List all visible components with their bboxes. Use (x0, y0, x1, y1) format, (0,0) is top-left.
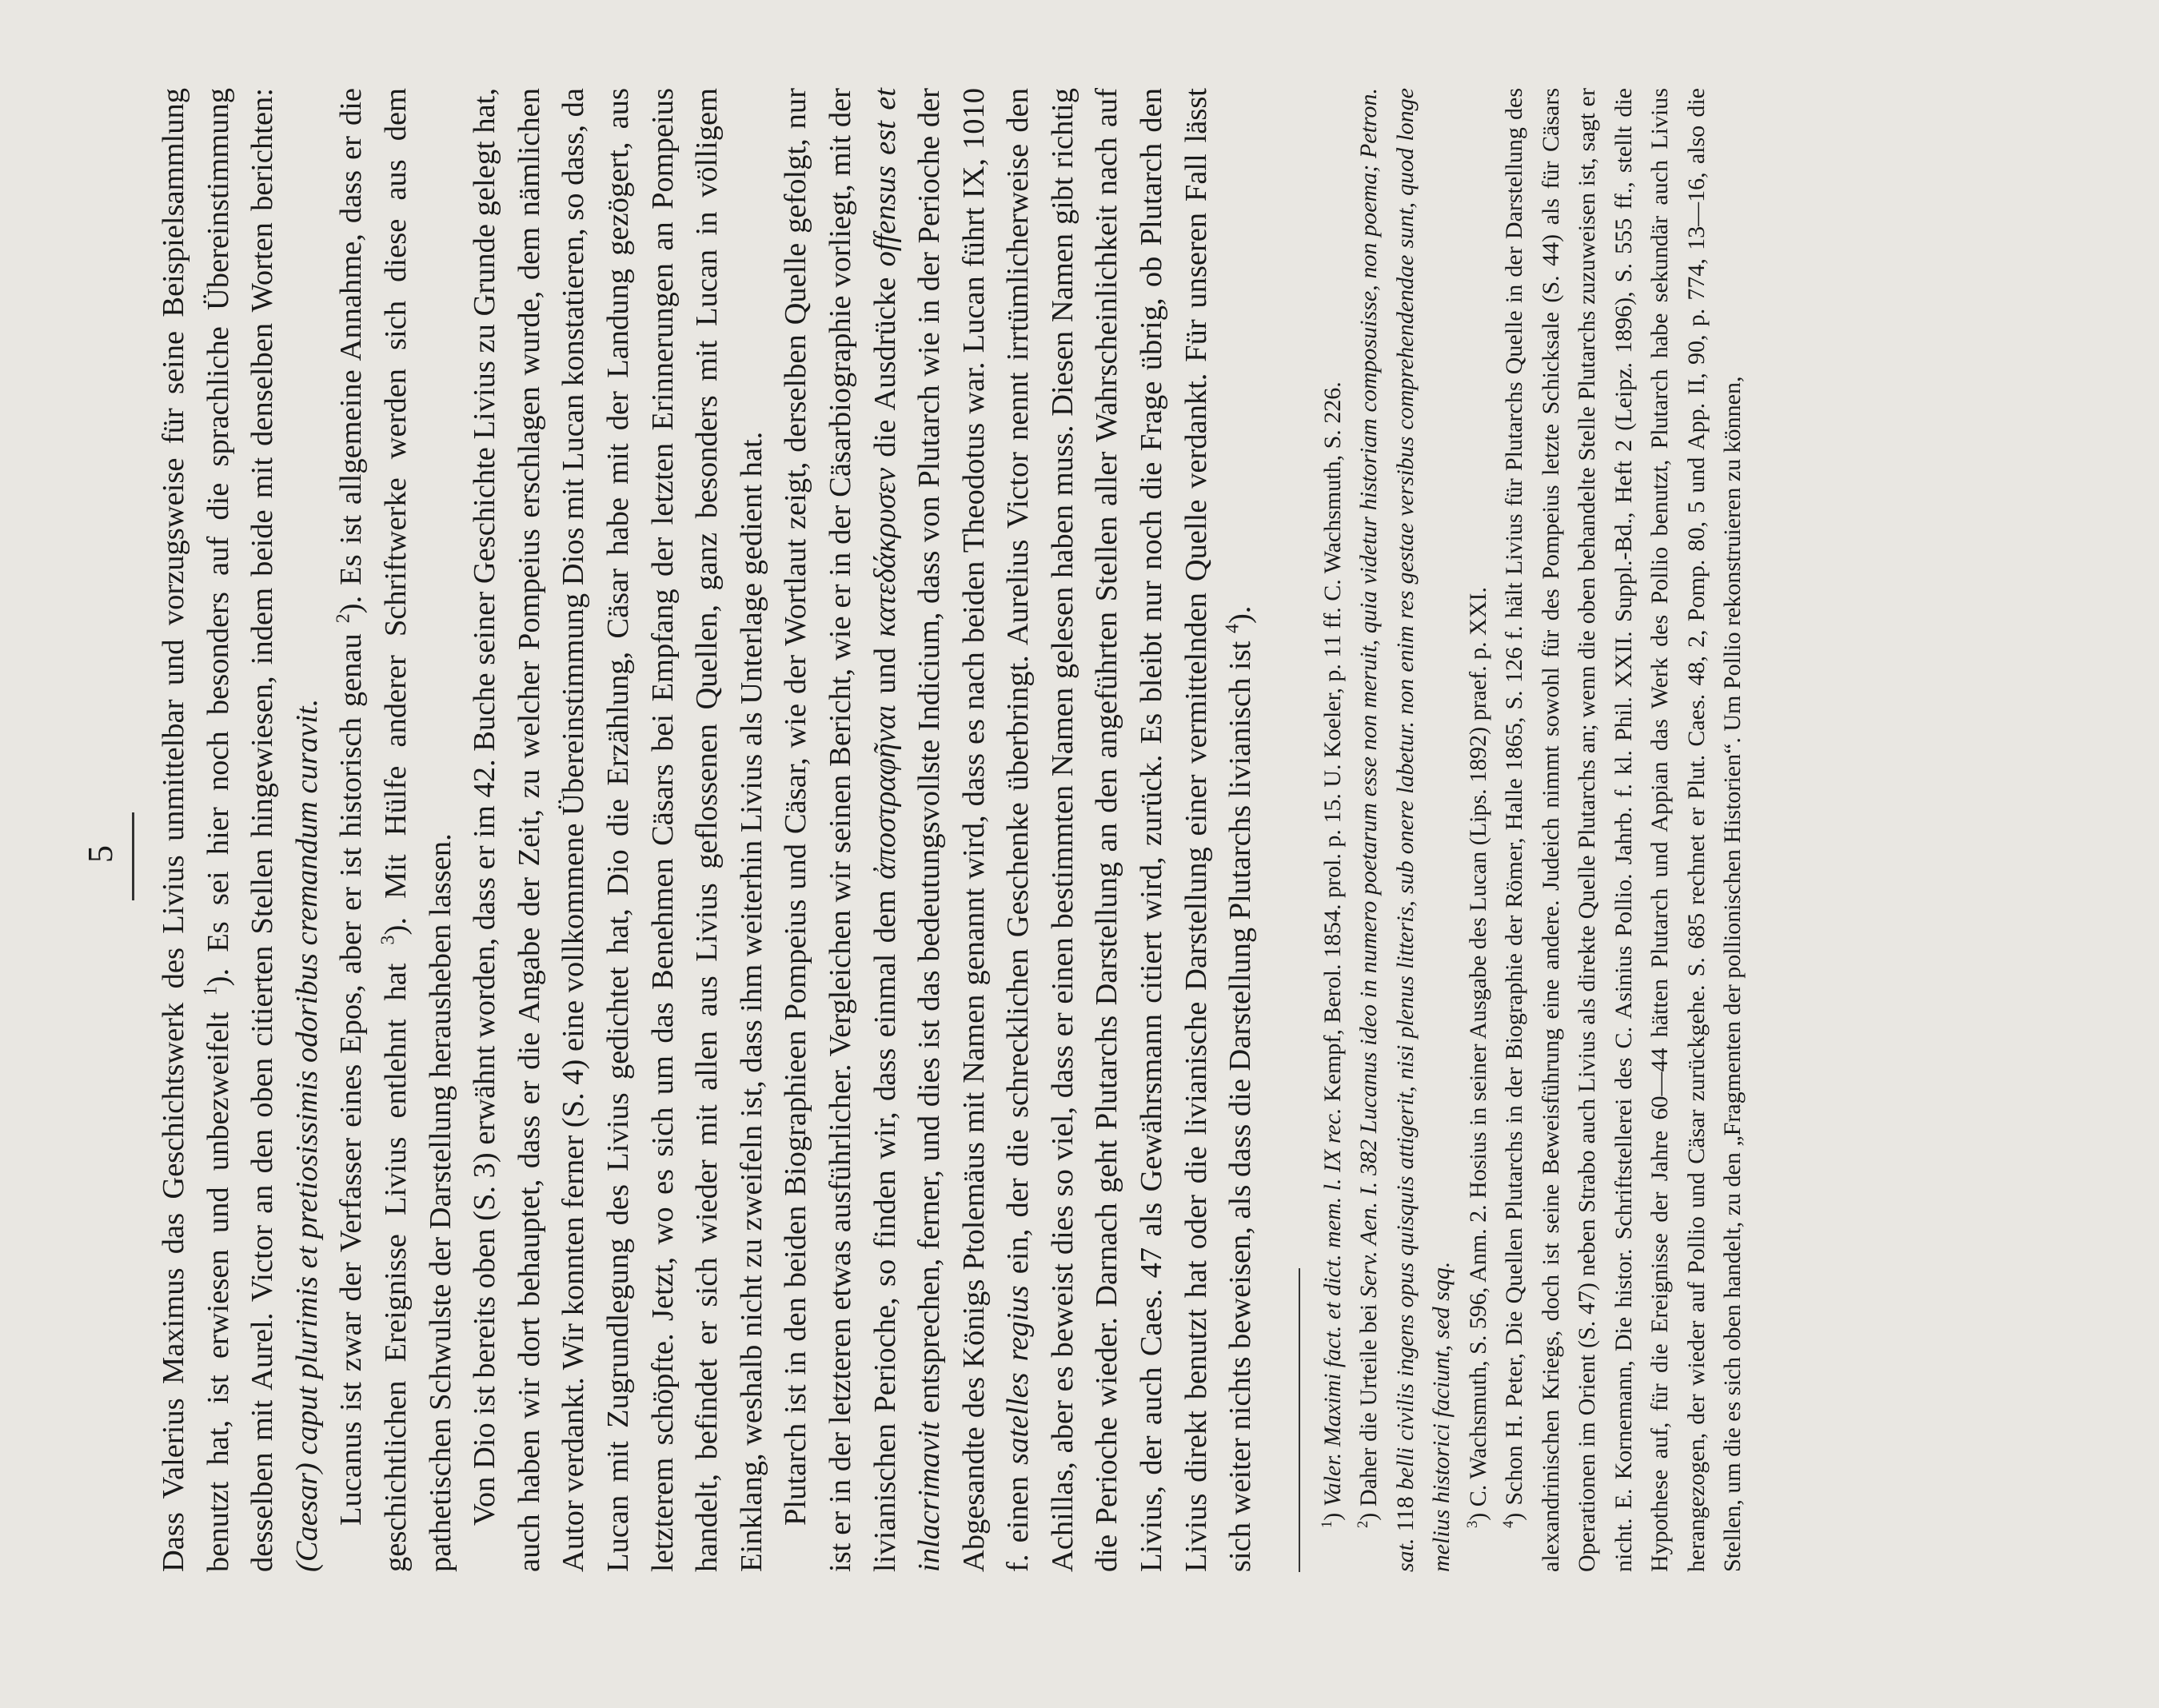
footnote (1351, 88, 1460, 1572)
footnote-list (1315, 88, 1751, 1572)
italic-text: belli civilis ingens opus quisquis attigerit, nisi plenus litteris, sub onere labetur. non enim res gestae versibus comprehendendae sunt, quod longe melius historici faciunt, sed sqq. (1391, 88, 1455, 1572)
text-run: ) Daher die Urteile bei (1355, 1297, 1383, 1521)
footnote-ref: 4 (1222, 624, 1243, 633)
text-run: ). Mit Hülfe anderer Schriftwerke werden sich diese aus dem pathetischen Schwulste der Darstellung herausheben lassen. (378, 88, 457, 1572)
italic-text: offensus est et inlacrimavit (868, 87, 947, 1572)
footnote-ref: 1 (200, 986, 221, 996)
text-run: ) Schon H. Peter, Die Quellen Plutarchs in der Biographie der Römer, Halle 1865, S. 126 f. hält Livius für Plutarchs Quelle in der Darstellung des alexandrinischen Kriegs, doch ist seine Beweisführung eine andere. Judeich nimmt sowohl für des Pompeius letzte Schicksale (S. 44) als für Cäsars Operationen im Orient (S. 47) neben Strabo auch Livius als direkte Quelle Plutarchs an; wenn die oben behandelte Stelle Plutarchs zuzuweisen ist, sagt er nicht. E. Kornemann, Die histor. Schriftstellerei des C. Asinius Pollio. Jahrb. f. kl. Phil. XXII. Suppl.-Bd., Heft 2 (Leipz. 1896), S. 555 ff., stellt die Hypothese auf, für die Ereignisse der Jahre 60—44 hätten Plutarch und Appian das Werk des Pollio benutzt, Plutarch habe sekundär auch Livius herangezogen, der wieder auf Pollio und Cäsar zurückgehe. S. 685 rechnet er Plut. Caes. 48, 2, Pomp. 80, 5 und App. II, 90, p. 774, 13—16, also die Stellen, um die es sich oben handelt, zu den „Fragmenten der pollionischen Historien“. Um Pollio rekonstruieren zu können, (1501, 88, 1746, 1572)
footnote (1315, 88, 1351, 1572)
italic-text: κατεδάκρυσεν (868, 468, 902, 637)
text-run: ein, der die schrecklichen Geschenke überbringt. Aurelius Victor nennt irrtümlicherweise den Achillas, aber es beweist dies so viel, dass er einen bestimmten Namen gelesen haben muss. Diesen Namen gibt richtig die Perioche wieder. Darnach geht Plutarchs Darstellung an den angeführten Stellen aller Wahrscheinlichkeit nach auf Livius, der auch Caes. 47 als Gewährsmann citiert wird, zurück. Es bleibt nur noch die Frage übrig, ob Plutarch den Livius direkt benutzt hat oder die livianische Darstellung einer vermittelnden Quelle verdankt. Für unseren Fall lässt sich weiter nichts beweisen, als dass die Darstellung Plutarchs livianisch ist (1001, 88, 1258, 1572)
footnote-ref: 1 (1318, 1520, 1335, 1528)
text-run: Dass Valerius Maximus das Geschichtswerk des Livius unmittelbar und vorzugsweise für seine Beispielsammlung benutzt hat, ist erwiesen und unbezweifelt (157, 88, 235, 1572)
page-number: 5 (81, 845, 120, 863)
paragraph (774, 88, 1263, 1572)
footnote-ref: 4 (1500, 1520, 1518, 1528)
italic-text: (Caesar) caput plurimis et pretiosissimis odoribus cremandum curavit. (289, 698, 324, 1572)
text-run: 118 (1391, 1490, 1419, 1538)
footnote (1496, 88, 1751, 1572)
italic-text: Valer. Maximi fact. et dict. mem. l. IX rec. (1319, 1107, 1346, 1507)
text-run: ) C. Wachsmuth, S. 596, Anm. 2. Hosius in seiner Ausgabe des Lucan (Lips. 1892) praef. p. XXI. (1464, 587, 1491, 1521)
italic-text: satelles regius (1001, 1285, 1036, 1465)
text-run: Von Dio ist bereits oben (S. 3) erwähnt worden, dass er im 42. Buche seiner Geschichte Livius zu Grunde gelegt hat, auch haben wir dort behauptet, dass er die Angabe der Zeit, zu welcher Pompeius erschlagen wurde, dem nämlichen Autor verdankt. Wir konnten ferner (S. 4) eine vollkommene Übereinstimmung Dios mit Lucan konstatieren, so dass, da Lucan mit Zugrundlegung des Livius gedichtet hat, Dio die Erzählung, Cäsar habe mit der Landung gezögert, aus letzterem schöpfte. Jetzt, wo es sich um das Benehmen Cäsars bei Empfang der letzten Erinnerungen an Pompeius handelt, befindet er sich wieder mit allen aus Livius geflossenen Quellen, ganz besonders mit Lucan in völligem Einklang, weshalb nicht zu zweifeln ist, dass ihm weiterhin Livius als Unterlage gedient hat. (468, 87, 768, 1572)
italic-text: ἀποστραφῆναι (868, 704, 902, 880)
paragraph (329, 88, 463, 1572)
paragraph-list (152, 88, 1263, 1572)
text-run: Plutarch ist in den beiden Biographieen Pompeius und Cäsar, wie der Wortlaut zeigt, derselben Quelle gefolgt, nur ist er in der letzteren etwas ausführlicher. Vergleichen wir seinen Bericht, wie er in der Cäsarbiographie vorliegt, mit der livianischen Perioche, so finden wir, dass einmal dem (779, 88, 902, 1572)
text-run: und (868, 637, 902, 705)
text-run: die Ausdrücke (868, 266, 902, 469)
text-run: Kempf, Berol. 1854. prol. p. 15. U. Koeler, p. 11 ff. C. Wachsmuth, S. 226. (1319, 381, 1346, 1108)
footnote-rule (1299, 1268, 1300, 1572)
paragraph (152, 88, 329, 1572)
footnote-ref: 3 (377, 935, 399, 945)
text-run: ). Es ist allgemeine Annahme, dass er die geschichtlichen Ereignisse Livius entlehnt hat (334, 88, 413, 1572)
footnote-ref: 2 (1355, 1520, 1372, 1528)
footnote (1460, 88, 1497, 1572)
text-run: entsprechen, ferner, und dies ist das bedeutungsvollste Indicium, dass von Plutarch wie in der Perioche der Abgesandte des Königs Ptolemäus mit Namen genannt wird, dass es nach beiden Theodotus war. Lucan führt IX, 1010 f. einen (912, 88, 1036, 1572)
text-run: Lucanus ist zwar der Verfasser eines Epos, aber er ist historisch genau (334, 623, 369, 1526)
italic-text: Serv. Aen. I. 382 Lucanus ideo in numero poetarum esse non meruit, quia videtur historiam composuisse, non poema; Petron. sat. (1355, 88, 1419, 1572)
text-run: ) (1319, 1506, 1346, 1521)
text-run: ). Es sei hier noch besonders auf die sprachliche Übereinstimmung desselben mit Aurel. Victor an den oben citierten Stellen hingewiesen, indem beide mit denselben Worten berichten: (201, 88, 280, 1572)
paragraph (463, 88, 774, 1572)
header-rule (132, 812, 134, 900)
footnote-ref: 3 (1463, 1520, 1481, 1528)
footnote-ref: 2 (333, 613, 355, 624)
body-text (152, 88, 1751, 1572)
text-run: ). (1223, 605, 1258, 625)
